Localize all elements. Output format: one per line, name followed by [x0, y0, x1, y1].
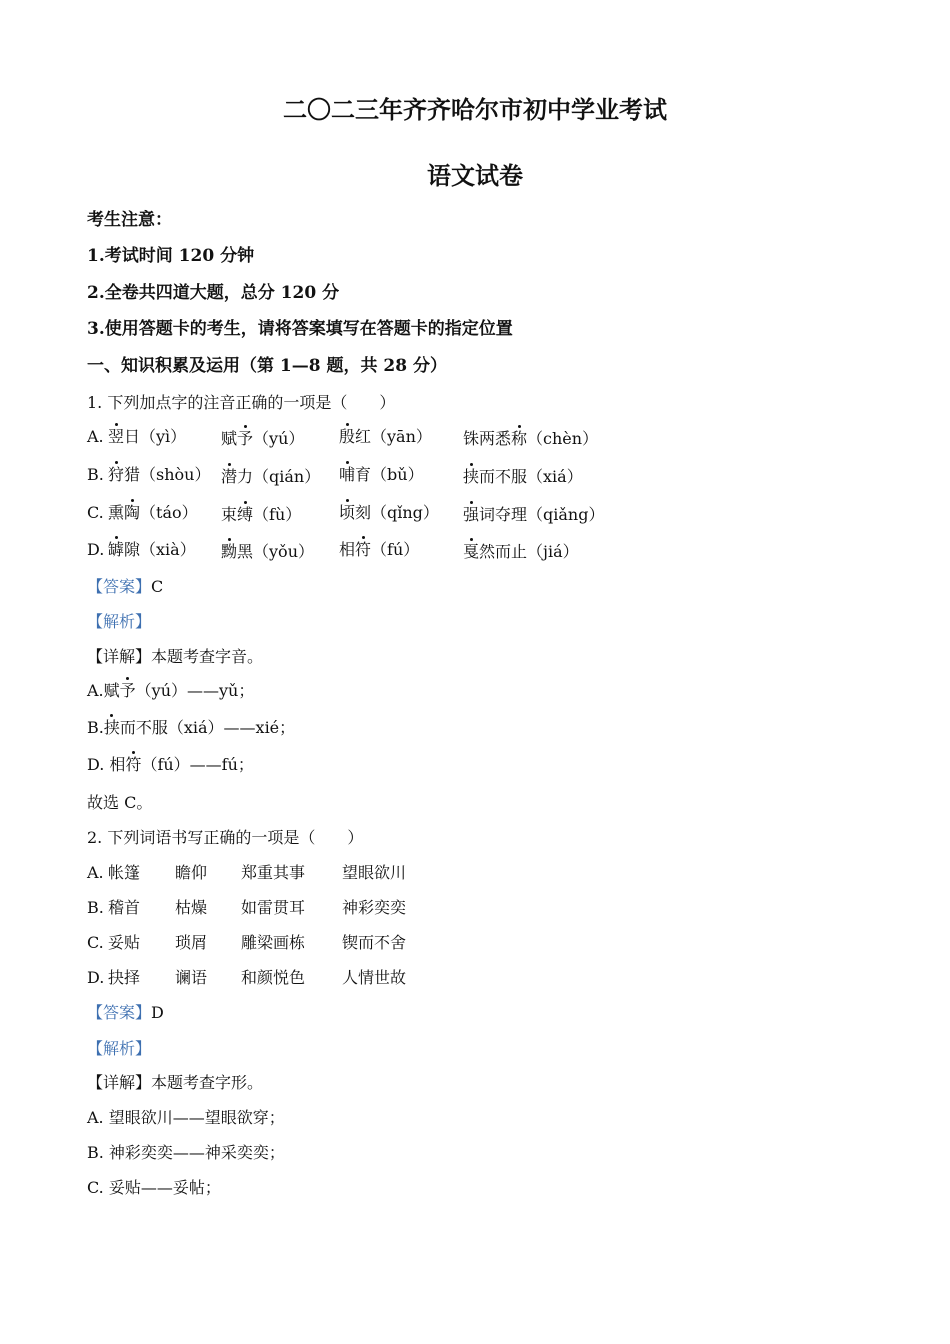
pinyin-item	[221, 542, 314, 561]
option-item	[463, 504, 604, 526]
text-segment: D. 相	[87, 755, 126, 774]
correction-line	[87, 680, 254, 702]
option-word: 帐篷	[108, 863, 141, 882]
option-word: 稽首	[108, 898, 141, 917]
dotted-character: 殷	[339, 427, 356, 446]
section-heading: 一、知识积累及运用（第 1—8 题，共 28 分）	[87, 356, 447, 376]
option-label: C.	[87, 933, 104, 952]
answer-tag: 【答案】	[87, 1003, 152, 1022]
pinyin-item	[108, 540, 196, 559]
correction-line: A. 望眼欲川——望眼欲穿；	[87, 1108, 285, 1127]
option-word: 琐屑	[175, 933, 208, 952]
pinyin-item	[463, 505, 604, 524]
text-segment: 铢两悉	[463, 429, 512, 448]
option-item	[221, 504, 301, 526]
detail-line: 【详解】本题考查字形。	[87, 1073, 264, 1092]
text-segment: 相	[339, 540, 356, 559]
pinyin-item	[339, 465, 424, 484]
dotted-character: 罅	[108, 540, 125, 559]
option-label: C.	[87, 503, 104, 522]
dotted-character: 符	[125, 755, 142, 774]
text-segment: A.赋	[87, 681, 120, 700]
dotted-character: 符	[355, 540, 372, 559]
dotted-character: 顷	[339, 503, 356, 522]
pinyin-item	[108, 427, 186, 446]
text-segment: （táo）	[140, 503, 198, 522]
option-word: 雕梁画栋	[241, 933, 306, 952]
correction-line: C. 妥贴——妥帖；	[87, 1178, 221, 1197]
dotted-character: 予	[119, 681, 136, 700]
option-word: 锲而不舍	[342, 933, 407, 952]
pinyin-item	[108, 465, 210, 484]
pinyin-item	[339, 427, 432, 446]
notice-item: 2.全卷共四道大题，总分 120 分	[87, 283, 340, 303]
text-segment: 词夺理（qiǎng）	[479, 505, 605, 524]
exam-title: 二〇二三年齐齐哈尔市初中学业考试	[283, 95, 667, 124]
option-word: 瞻仰	[175, 863, 208, 882]
analysis-tag: 【解析】	[87, 612, 152, 631]
text-segment: 刻（qǐng）	[355, 503, 439, 522]
dotted-character: 戛	[463, 542, 480, 561]
option-word: 枯燥	[175, 898, 208, 917]
text-segment: 束	[221, 505, 238, 524]
option-label: A.	[87, 427, 104, 446]
dotted-character: 挟	[103, 718, 120, 737]
option-word: 谰语	[175, 968, 208, 987]
answer-line	[87, 576, 163, 598]
option-label: A.	[87, 863, 104, 882]
text-segment: 红（yān）	[355, 427, 432, 446]
notice-item: 3.使用答题卡的考生，请将答案填写在答题卡的指定位置	[87, 319, 513, 339]
option-item	[339, 426, 432, 448]
pinyin-item	[463, 542, 579, 561]
pinyin-item	[221, 505, 301, 524]
correction-text	[87, 681, 254, 700]
dotted-character: 予	[237, 429, 254, 448]
answer-tag: 【答案】	[87, 577, 152, 596]
option-item	[339, 502, 439, 524]
correction-line	[87, 754, 254, 776]
option-item	[463, 466, 583, 488]
text-segment: 日（yì）	[124, 427, 187, 446]
analysis-tag: 【解析】	[87, 1039, 152, 1058]
option-item	[108, 502, 198, 524]
option-item	[221, 428, 304, 450]
option-item	[108, 539, 196, 561]
dotted-character: 强	[463, 505, 480, 524]
option-word: 妥贴	[108, 933, 141, 952]
text-segment: 赋	[221, 429, 238, 448]
conclusion-line: 故选 C。	[87, 793, 153, 812]
answer-value: C	[151, 577, 164, 596]
dotted-character: 缚	[237, 505, 254, 524]
pinyin-item	[339, 540, 419, 559]
pinyin-item	[221, 467, 320, 486]
text-segment: 然而止（jiá）	[479, 542, 579, 561]
dotted-character: 潜	[221, 467, 238, 486]
answer-line	[87, 1002, 164, 1024]
answer-value: D	[151, 1003, 164, 1022]
text-segment: 黑（yǒu）	[237, 542, 314, 561]
option-label: D.	[87, 968, 105, 987]
option-label: B.	[87, 465, 104, 484]
text-segment: 猎（shòu）	[124, 465, 211, 484]
dotted-character: 称	[511, 429, 528, 448]
pinyin-item	[339, 503, 439, 522]
option-item	[108, 426, 186, 448]
text-segment: 而不服（xiá）——xié；	[119, 718, 296, 737]
dotted-character: 黝	[221, 542, 238, 561]
detail-line: 【详解】本题考查字音。	[87, 647, 264, 666]
option-word: 郑重其事	[241, 863, 306, 882]
text-segment: （yú）	[253, 429, 305, 448]
text-segment: 力（qián）	[237, 467, 321, 486]
text-segment: 育（bǔ）	[355, 465, 424, 484]
option-word: 望眼欲川	[342, 863, 407, 882]
text-segment: B.	[87, 718, 104, 737]
option-word: 神彩奕奕	[342, 898, 407, 917]
pinyin-item	[463, 467, 583, 486]
text-segment: （fú）	[371, 540, 420, 559]
option-item	[108, 464, 210, 486]
dotted-character: 陶	[124, 503, 141, 522]
pinyin-item	[108, 503, 198, 522]
text-segment: （yú）——yǔ；	[135, 681, 255, 700]
correction-text	[87, 718, 295, 737]
dotted-character: 哺	[339, 465, 356, 484]
text-segment: （fú）——fú；	[141, 755, 254, 774]
option-item	[221, 466, 320, 488]
option-word: 抉择	[108, 968, 141, 987]
dotted-character: 狩	[108, 465, 125, 484]
dotted-character: 翌	[108, 427, 125, 446]
text-segment: （chèn）	[527, 429, 599, 448]
option-item	[221, 541, 314, 563]
option-word: 和颜悦色	[241, 968, 306, 987]
text-segment: （fù）	[253, 505, 302, 524]
dotted-character: 挟	[463, 467, 480, 486]
correction-line: B. 神彩奕奕——神采奕奕；	[87, 1143, 285, 1162]
notice-item: 1.考试时间 120 分钟	[87, 246, 255, 266]
text-segment: 而不服（xiá）	[479, 467, 583, 486]
text-segment: 隙（xià）	[124, 540, 196, 559]
option-label: B.	[87, 898, 104, 917]
option-item	[463, 428, 598, 450]
pinyin-item	[463, 429, 598, 448]
question-stem: 2. 下列词语书写正确的一项是（ ）	[87, 828, 364, 847]
text-segment: 熏	[108, 503, 125, 522]
option-item	[463, 541, 579, 563]
question-stem: 1. 下列加点字的注音正确的一项是（ ）	[87, 393, 396, 412]
option-item	[339, 464, 424, 486]
correction-text	[87, 755, 254, 774]
notice-heading: 考生注意：	[87, 210, 172, 230]
option-word: 如雷贯耳	[241, 898, 306, 917]
pinyin-item	[221, 429, 304, 448]
correction-line	[87, 717, 295, 739]
exam-subtitle: 语文试卷	[427, 161, 523, 190]
option-label: D.	[87, 540, 105, 559]
option-item	[339, 539, 419, 561]
option-word: 人情世故	[342, 968, 407, 987]
